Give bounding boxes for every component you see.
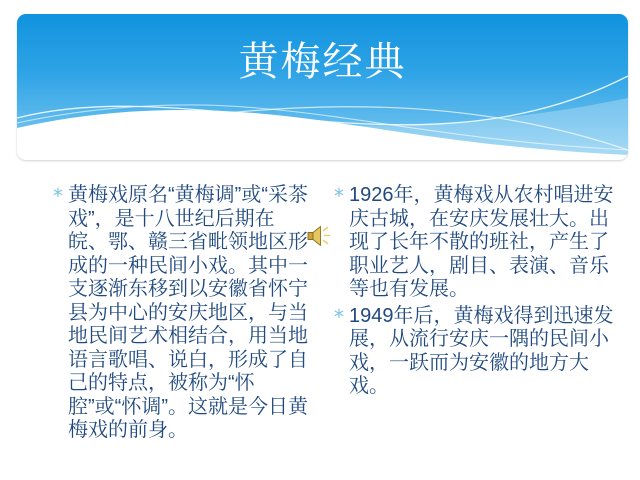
speaker-body xyxy=(308,233,313,240)
slide-header xyxy=(17,14,628,160)
left-column xyxy=(46,184,314,446)
list-item xyxy=(46,184,314,443)
bullet-text: 黄梅戏原名“黄梅调”或“采茶戏”，是十八世纪后期在皖、鄂、赣三省毗领地区形成的一种民间小戏。其中一支逐渐东移到以安徽省怀宁县为中心的安庆地区，与当地民间艺术相结合，用当地语言歌唱、说白，形成了自己的特点，被称为“怀腔”或“怀调”。这就是今日黄梅戏的前身。 xyxy=(68,184,308,441)
bullet-text: 1926年，黄梅戏从农村唱进安庆古城，在安庆发展壮大。出现了长年不散的班社，产生了职业艺人，剧目、表演、音乐等也有发展。 xyxy=(349,184,614,300)
bullet-asterisk-icon: * xyxy=(53,184,63,208)
speaker-horn xyxy=(313,227,321,246)
list-item xyxy=(327,184,615,302)
bullet-text: 1949年后，黄梅戏得到迅速发展，从流行安庆一隅的民间小戏，一跃而为安徽的地方大戏。 xyxy=(349,304,614,397)
bullet-asterisk-icon: * xyxy=(334,304,344,329)
speaker-icon[interactable] xyxy=(305,222,333,250)
header-wave-graphic xyxy=(17,14,628,160)
page-title: 黄梅经典 xyxy=(238,40,407,84)
list-item xyxy=(327,305,615,399)
right-column xyxy=(327,184,615,402)
bullet-asterisk-icon: * xyxy=(334,184,344,208)
